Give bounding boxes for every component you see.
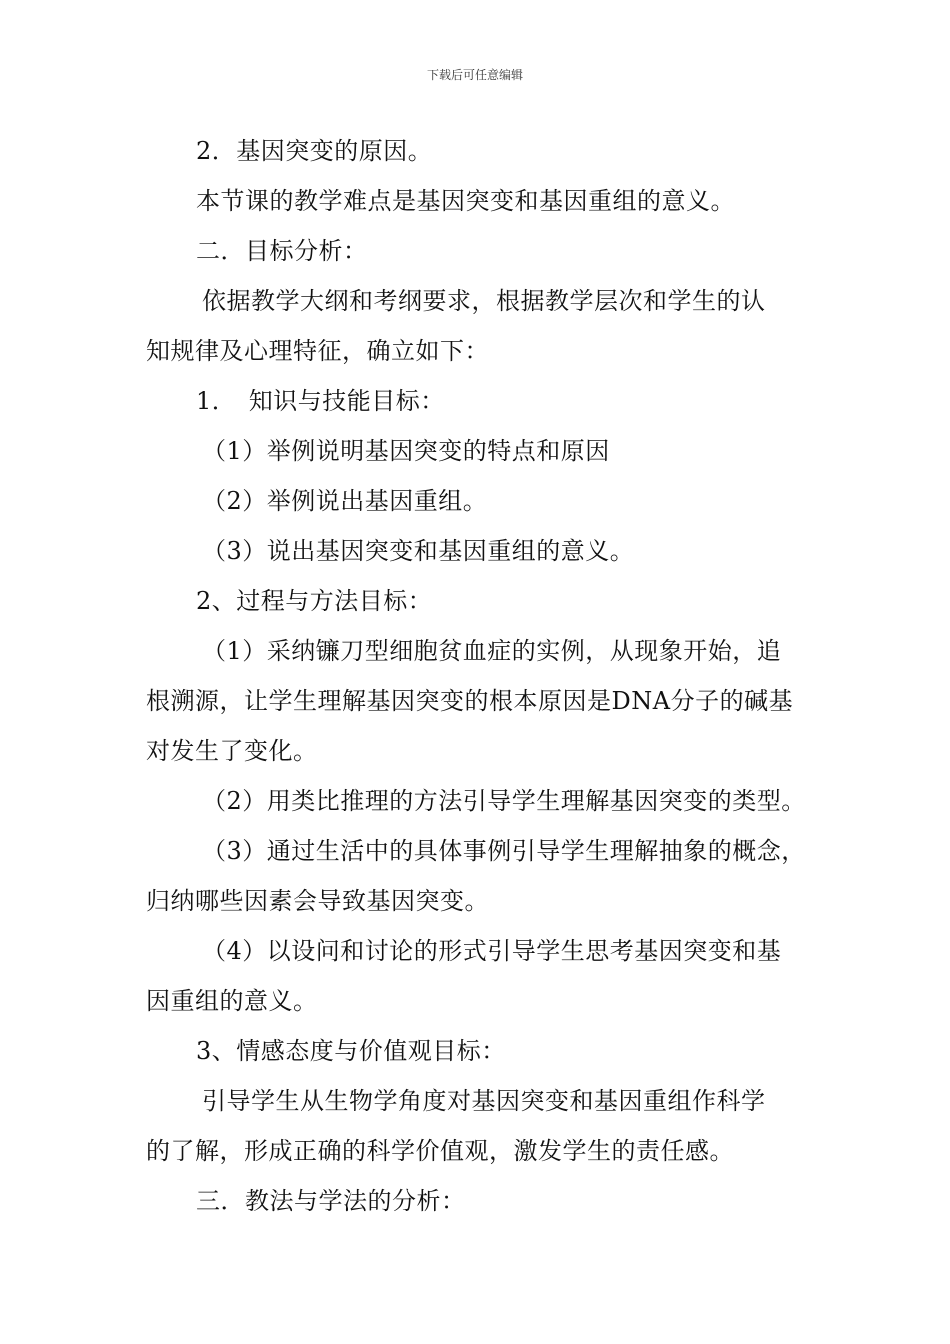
text-line: 依据教学大纲和考纲要求，根据教学层次和学生的认 (202, 287, 766, 315)
text-line: 二．目标分析： (196, 237, 368, 265)
text-line: 2．基因突变的原因。 (196, 137, 433, 165)
text-line: 对发生了变化。 (146, 737, 318, 765)
text-line: 1． 知识与技能目标： (196, 387, 445, 415)
text-line: （1）采纳镰刀型细胞贫血症的实例，从现象开始，追 (202, 637, 782, 665)
text-line: 根溯源，让学生理解基因突变的根本原因是DNA分子的碱基 (146, 687, 794, 715)
text-line: （4）以设问和讨论的形式引导学生思考基因突变和基 (202, 937, 782, 965)
text-line: 2、过程与方法目标： (196, 587, 433, 615)
text-line: （2）举例说出基因重组。 (202, 487, 488, 515)
text-line: 的了解，形成正确的科学价值观，激发学生的责任感。 (146, 1137, 734, 1165)
text-line: （2）用类比推理的方法引导学生理解基因突变的类型。 (202, 787, 806, 815)
text-line: 三．教法与学法的分析： (196, 1187, 466, 1215)
text-line: 3、情感态度与价值观目标： (196, 1037, 506, 1065)
text-line: 归纳哪些因素会导致基因突变。 (146, 887, 489, 915)
text-line: 本节课的教学难点是基因突变和基因重组的意义。 (196, 187, 735, 215)
text-line: 因重组的意义。 (146, 987, 318, 1015)
text-line: 知规律及心理特征，确立如下： (146, 337, 489, 365)
text-line: （1）举例说明基因突变的特点和原因 (202, 437, 610, 465)
text-line: （3）通过生活中的具体事例引导学生理解抽象的概念， (202, 837, 806, 865)
header-note: 下载后可任意编辑 (426, 68, 523, 82)
text-line: 引导学生从生物学角度对基因突变和基因重组作科学 (202, 1087, 766, 1115)
text-line: （3）说出基因突变和基因重组的意义。 (202, 537, 635, 565)
